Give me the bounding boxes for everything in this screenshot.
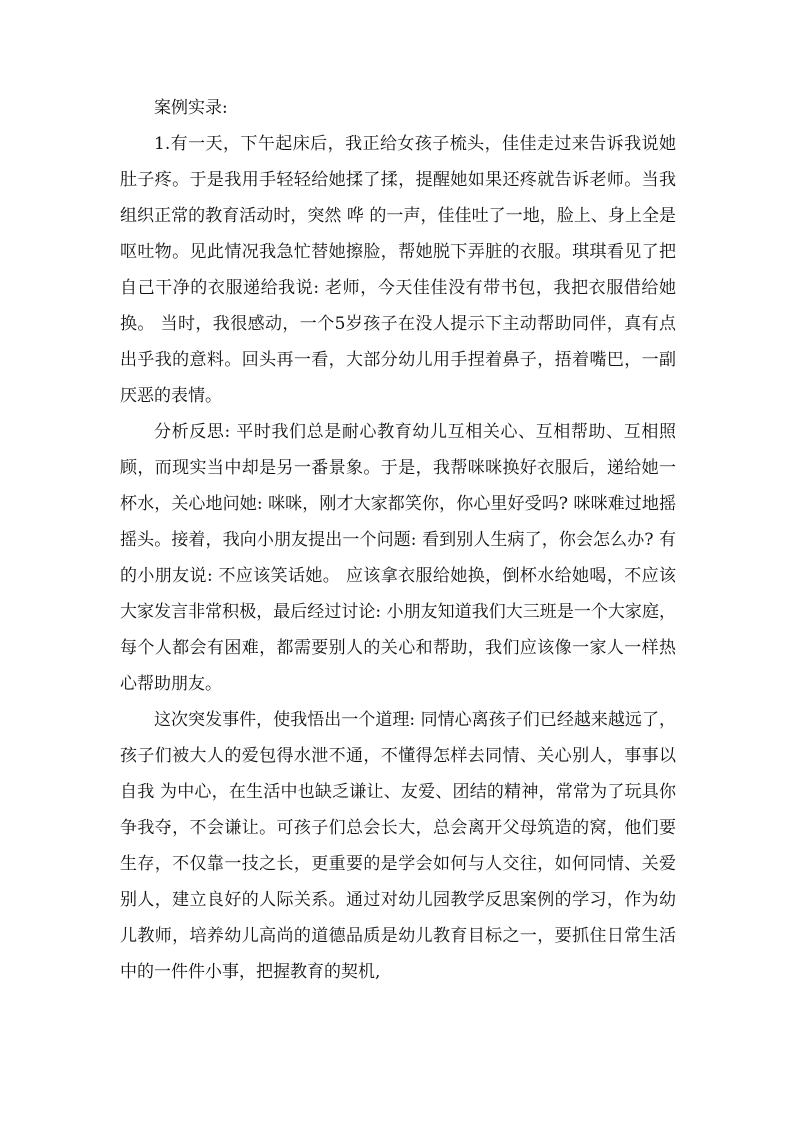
paragraph-case-record: 1.有一天，下午起床后，我正给女孩子梳头，佳佳走过来告诉我说她肚子疼。于是我用手轻轻给她揉了揉，提醒她如果还疼就告诉老师。当我组织正常的教育活动时，突然 哗 的一声，佳佳吐了一地，脸上、身上全是呕吐物。见此情况我急忙替她擦脸，帮她脱下弄脏的衣服。琪琪看见了把自己干净的衣服递给我说: 老师，今天佳佳没有带书包，我把衣服借给她换。 当时，我很感动，一个5岁孩子在没人提示下主动帮助同伴，真有点出乎我的意料。回头再一看，大部分幼儿用手捏着鼻子，捂着嘴巴，一副厌恶的表情。 [120,134,676,406]
section-heading: 案例实录: [154,98,228,118]
document-body [120,90,676,990]
paragraph-analysis: 分析反思: 平时我们总是耐心教育幼儿互相关心、互相帮助、互相照顾，而现实当中却是另一番景象。于是，我帮咪咪换好衣服后，递给她一杯水，关心地问她: 咪咪，刚才大家都笑你，你心里好受吗? 咪咪难过地摇摇头。接着，我向小朋友提出一个问题: 看到别人生病了，你会怎么办? 有的小朋友说: 不应该笑话她。 应该拿衣服给她换，倒杯水给她喝，不应该 大家发言非常积极，最后经过讨论: 小朋友知道我们大三班是一个大家庭，每个人都会有困难，都需要别人的关心和帮助，我们应该像一家人一样热心帮助朋友。 [120,422,676,694]
paragraph-reflection: 这次突发事件，使我悟出一个道理: 同情心离孩子们已经越来越远了，孩子们被大人的爱包得水泄不通，不懂得怎样去同情、关心别人，事事以 自我 为中心，在生活中也缺乏谦让、友爱、团结的精神，常常为了玩具你争我夺，不会谦让。可孩子们总会长大，总会离开父母筑造的窝，他们要生存，不仅靠一技之长，更重要的是学会如何与人交往，如何同情、关爱别人，建立良好的人际关系。通过对幼儿园教学反思案例的学习，作为幼儿教师，培养幼儿高尚的道德品质是幼儿教育目标之一，要抓住日常生活中的一件件小事，把握教育的契机, [120,710,676,982]
